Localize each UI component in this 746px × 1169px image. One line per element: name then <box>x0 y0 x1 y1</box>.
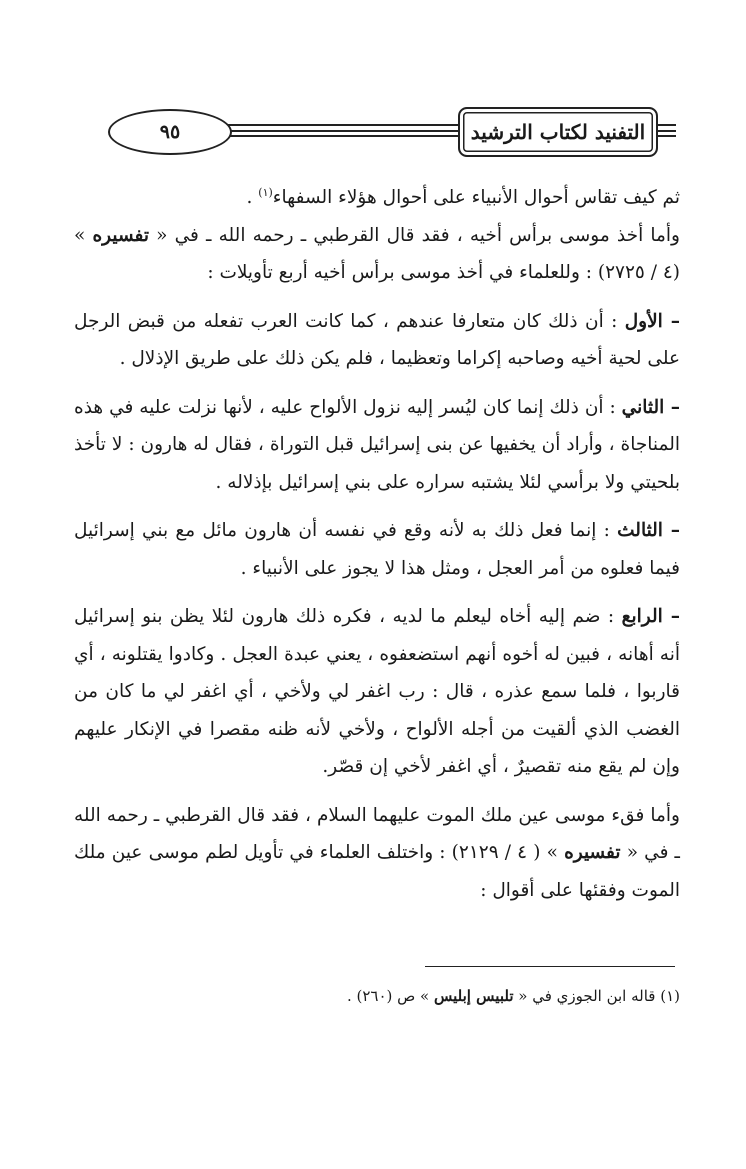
interpretation-third: – الثالث : إنما فعل ذلك به لأنه وقع في نفسه أن هارون مائل مع بني إسرائيل فيما فعلوه من أمر العجل ، ومثل هذا لا يجوز على الأنبياء . <box>74 520 680 579</box>
point-lead: – الثاني <box>621 396 680 418</box>
running-title: التفنيد لكتاب الترشيد <box>458 107 658 157</box>
interpretation-first: – الأول : أن ذلك كان متعارفا عندهم ، كما كانت العرب تفعله من قبض الرجل على لحية أخيه وصاحبه إكراما وتعظيما ، فلم يكن ذلك على طريق الإذلال . <box>74 310 680 370</box>
header-rule <box>655 124 676 126</box>
header-rule <box>655 135 676 137</box>
book-title: تلبيس إبليس <box>434 987 514 1005</box>
page-body <box>74 174 680 909</box>
page-number: ٩٥ <box>108 109 232 155</box>
book-title: تفسيره <box>564 842 621 864</box>
interpretation-fourth: – الرابع : ضم إليه أخاه ليعلم ما لديه ، فكره ذلك هارون لئلا يظن بنو إسرائيل أنه أهانه ، فبين له أخوه أنهم استضعفوه ، يعني عبدة العجل . وكادوا يقتلونه ، أي قاربوا ، فلما سمع عذره ، قال : رب اغفر لي ولأخي ، أي اغفر لي ما كان من الغضب الذي ألقيت من أجله الألواح ، ولأخي لأنه ظنه مقصرا في الإنكار عليهم وإن لم يقع منه تقصيرٌ ، أي اغفر لأخي إن قصّر. <box>74 606 681 778</box>
header-rule <box>655 130 676 132</box>
footnote: (١) قاله ابن الجوزي في « تلبيس إبليس » ص (٢٦٠) . <box>346 987 680 1005</box>
point-lead: – الأول <box>624 310 680 332</box>
paragraph: وأما فقء موسى عين ملك الموت عليهما السلام ، فقد قال القرطبي ـ رحمه الله ـ في « تفسيره » ( ٤ / ٢١٢٩) : واختلف العلماء في تأويل لطم موسى عين ملك الموت وفقئها على أقوال : <box>74 804 680 901</box>
page-header <box>78 103 676 163</box>
footnote-separator <box>425 966 675 967</box>
paragraph: ثم كيف تقاس أحوال الأنبياء على أحوال هؤلاء السفهاء$^{(١)}$ . <box>246 186 680 209</box>
interpretation-second: – الثاني : أن ذلك إنما كان ليُسر إليه نزول الألواح عليه ، لأنها نزلت عليه في هذه المناجاة ، وأراد أن يخفيها عن بنى إسرائيل قبل التوراة ، فقال له هارون : لا تأخذ بلحيتي ولا برأسي لئلا يشتبه سراره على بني إسرائيل بإذلاله . <box>74 396 680 493</box>
point-lead: – الرابع <box>621 606 681 628</box>
point-lead: – الثالث <box>617 520 680 542</box>
paragraph: وأما أخذ موسى برأس أخيه ، فقد قال القرطبي ـ رحمه الله ـ في « تفسيره » (٤ / ٢٧٢٥) : وللعلماء في أخذ موسى برأس أخيه أربع تأويلات : <box>74 224 680 284</box>
book-title: تفسيره <box>92 224 149 246</box>
footnote-ref[interactable]: (١) <box>258 186 273 199</box>
